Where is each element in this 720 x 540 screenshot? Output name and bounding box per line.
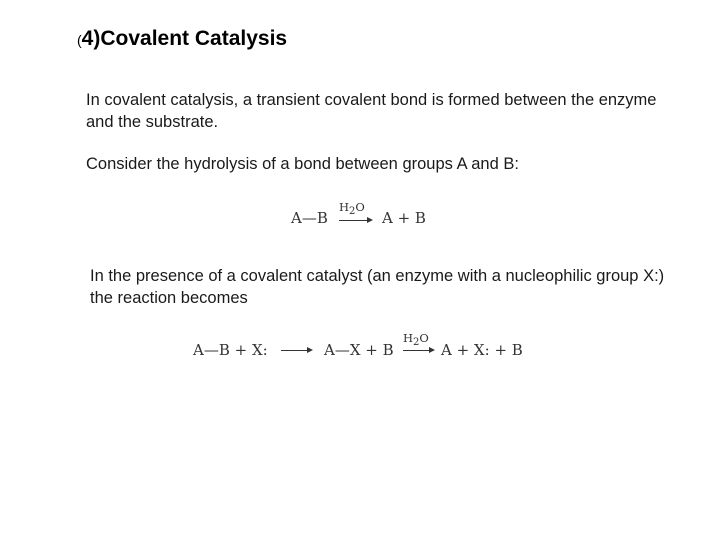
- eq2-intermediate: A—X + B: [324, 341, 394, 359]
- eq2-arrow2: [403, 350, 431, 351]
- eq2-arrowhead1: [307, 347, 313, 353]
- eq2-arrowhead2: [429, 347, 435, 353]
- paragraph-covalent-catalysis: In covalent catalysis, a transient covalent bond is formed between the enzyme and the substrate.: [86, 91, 657, 131]
- eq2-products: A + X: + B: [441, 341, 523, 359]
- eq1-products: A + B: [382, 209, 426, 227]
- title-prefix: (: [77, 32, 82, 48]
- slide-title: [77, 27, 287, 51]
- eq2-condition: H2O: [403, 331, 429, 348]
- title-text: 4)Covalent Catalysis: [81, 27, 288, 50]
- eq1-condition: H2O: [339, 200, 365, 217]
- eq2-reactants: A—B + X:: [193, 341, 268, 359]
- paragraph-hydrolysis: Consider the hydrolysis of a bond between groups A and B:: [86, 155, 519, 173]
- eq1-reactant: A—B: [291, 209, 328, 227]
- paragraph-covalent-catalyst: In the presence of a covalent catalyst (an enzyme with a nucleophilic group X:) the reaction becomes: [90, 267, 665, 307]
- eq1-arrow: [339, 220, 369, 221]
- eq2-arrow1: [281, 350, 309, 351]
- eq1-arrowhead: [367, 217, 373, 223]
